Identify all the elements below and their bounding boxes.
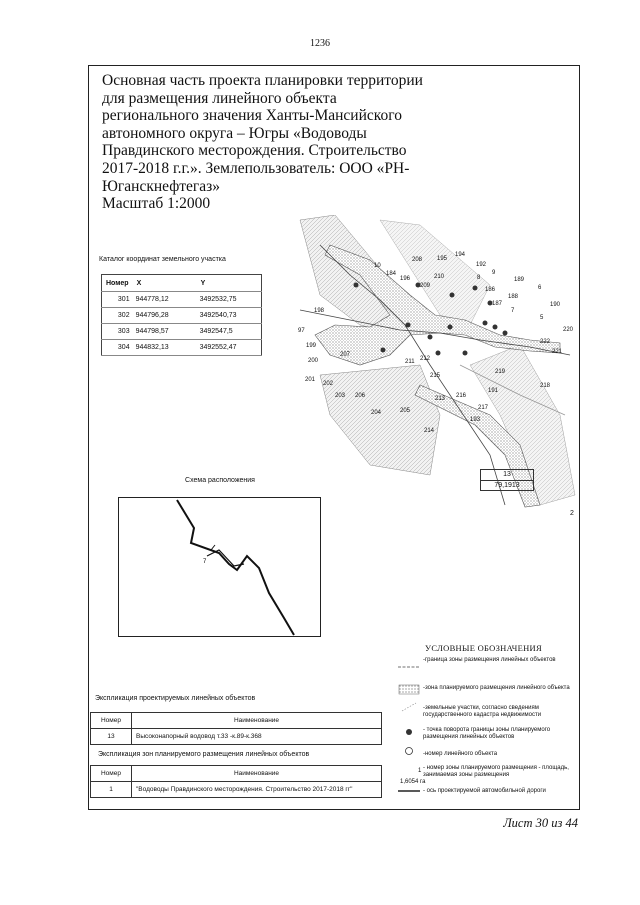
objects-header-number: Номер	[91, 713, 132, 729]
zones-header-number: Номер	[91, 766, 132, 782]
legend-item: - точка поворота границы зоны планируемого размещения линейных объектов	[423, 727, 551, 740]
zones-table	[90, 765, 382, 798]
zones-table-title: Экспликация зон планируемого размещения линейных объектов	[98, 751, 310, 758]
catalog-cell-x: 944832,13	[133, 340, 197, 356]
sheet-footer: Лист 30 из 44	[503, 816, 578, 830]
point-label: 202	[323, 381, 334, 387]
scheme-marker-label: 7	[203, 559, 207, 565]
catalog-cell-number: 302	[102, 308, 133, 324]
catalog-row	[102, 324, 262, 340]
point-label: 200	[308, 358, 319, 364]
catalog-cell-x: 944778,12	[133, 292, 197, 308]
point-label: 184	[386, 271, 397, 277]
point-label: 220	[563, 327, 574, 333]
point-label: 209	[420, 283, 431, 289]
catalog-caption: Каталог координат земельного участка	[99, 256, 226, 263]
catalog-cell-number: 304	[102, 340, 133, 356]
location-scheme	[118, 497, 321, 637]
catalog-cell-x: 944798,57	[133, 324, 197, 340]
catalog-cell-y: 3492540,73	[197, 308, 262, 324]
page-number: 1236	[310, 38, 330, 49]
point-label: 10	[374, 263, 381, 269]
point-label: 205	[400, 408, 411, 414]
coordinate-catalog-table	[101, 274, 262, 356]
legend-zone-number: 1	[418, 768, 422, 774]
catalog-cell-y: 3492547,5	[197, 324, 262, 340]
legend-item: - номер зоны планируемого размещения - площадь, занимаемая зоны размещения	[423, 765, 569, 778]
catalog-header-row	[102, 275, 262, 292]
page-title: Основная часть проекта планировки территории для размещения линейного объекта регионального значения Ханты-Мансийского автономного округа – Югры «Водоводы Правдинского месторождения. Строительство 2017-2018 г.г.». Землепользователь: ООО «РН- Юганскнефтегаз» Масштаб 1:2000	[102, 72, 423, 213]
point-label: 196	[400, 276, 411, 282]
objects-header-name: Наименование	[132, 713, 382, 729]
legend-item: -зона планируемого размещения линейного объекта	[423, 685, 570, 691]
point-label: 195	[437, 256, 448, 262]
point-label: 194	[455, 252, 466, 258]
point-label: 190	[550, 302, 561, 308]
point-label: 188	[508, 294, 519, 300]
zones-cell-name: "Водоводы Правдинского месторождения. Строительство 2017-2018 гг"	[132, 782, 382, 798]
point-label: 219	[495, 369, 506, 375]
point-label: 189	[514, 277, 525, 283]
zone-fill-icon	[399, 685, 419, 694]
point-label: 216	[456, 393, 467, 399]
zones-header-row	[91, 766, 382, 782]
catalog-header-x: X	[133, 275, 197, 292]
cadastral-parcel-icon	[402, 703, 416, 711]
point-label: 215	[430, 373, 441, 379]
zone-number-box	[480, 469, 534, 491]
zones-header-name: Наименование	[132, 766, 382, 782]
point-label: 201	[305, 377, 316, 383]
legend-item: -номер линейного объекта	[423, 751, 498, 757]
point-label: 187	[492, 301, 503, 307]
legend-zone-area: 1,6054 га	[400, 779, 426, 785]
point-label: 191	[488, 388, 499, 394]
point-label: 210	[434, 274, 445, 280]
legend-title: УСЛОВНЫЕ ОБОЗНАЧЕНИЯ	[425, 643, 542, 653]
catalog-cell-y: 3492552,47	[197, 340, 262, 356]
point-label: 217	[478, 405, 489, 411]
point-label: 204	[371, 410, 382, 416]
catalog-row	[102, 308, 262, 324]
point-label: 6	[538, 285, 542, 291]
catalog-row	[102, 292, 262, 308]
point-label: 221	[552, 349, 563, 355]
catalog-header-y: Y	[197, 275, 262, 292]
point-label: 198	[314, 308, 325, 314]
catalog-cell-number: 301	[102, 292, 133, 308]
point-label: 186	[485, 287, 496, 293]
objects-header-row	[91, 713, 382, 729]
catalog-cell-y: 3492532,75	[197, 292, 262, 308]
objects-cell-name: Высоконапорный водовод т.33 -к.89-к.368	[132, 729, 382, 745]
objects-table	[90, 712, 382, 745]
location-scheme-drawing	[119, 498, 320, 636]
point-label: 193	[470, 417, 481, 423]
legend-item: -граница зоны размещения линейных объектов	[423, 657, 556, 663]
point-label: 192	[476, 262, 487, 268]
point-label: 211	[405, 359, 415, 365]
scheme-caption: Схема расположения	[185, 477, 255, 484]
planning-map	[290, 215, 580, 515]
point-label: 9	[492, 270, 496, 276]
point-label: 213	[435, 396, 446, 402]
point-label: 203	[335, 393, 346, 399]
point-label: 208	[412, 257, 423, 263]
objects-cell-number: 13	[91, 729, 132, 745]
legend-item: - ось проектируемой автомобильной дороги	[423, 788, 546, 794]
point-label: 199	[306, 343, 317, 349]
legend-item: -земельные участки, согласно сведениям государственного кадастра недвижимости	[423, 705, 542, 718]
point-label: 222	[540, 339, 551, 345]
catalog-cell-number: 303	[102, 324, 133, 340]
point-label: 97	[298, 328, 305, 334]
point-label: 206	[355, 393, 366, 399]
zones-cell-number: 1	[91, 782, 132, 798]
map-edge-label: 2	[570, 510, 574, 517]
zone-area: 79,1913	[494, 482, 520, 489]
catalog-header-number: Номер	[102, 275, 133, 292]
point-label: 207	[340, 352, 351, 358]
objects-row	[91, 729, 382, 745]
point-label: 218	[540, 383, 551, 389]
zones-row	[91, 782, 382, 798]
point-label: 8	[477, 275, 481, 281]
object-number-icon	[406, 748, 413, 755]
point-label: 5	[540, 315, 544, 321]
catalog-cell-x: 944796,28	[133, 308, 197, 324]
point-label: 214	[424, 428, 435, 434]
point-label: 7	[511, 308, 515, 314]
objects-table-title: Экспликация проектируемых линейных объектов	[95, 695, 256, 702]
catalog-row	[102, 340, 262, 356]
point-label: 212	[420, 356, 431, 362]
turning-point-icon	[406, 729, 412, 735]
zone-number: 13	[481, 470, 533, 481]
